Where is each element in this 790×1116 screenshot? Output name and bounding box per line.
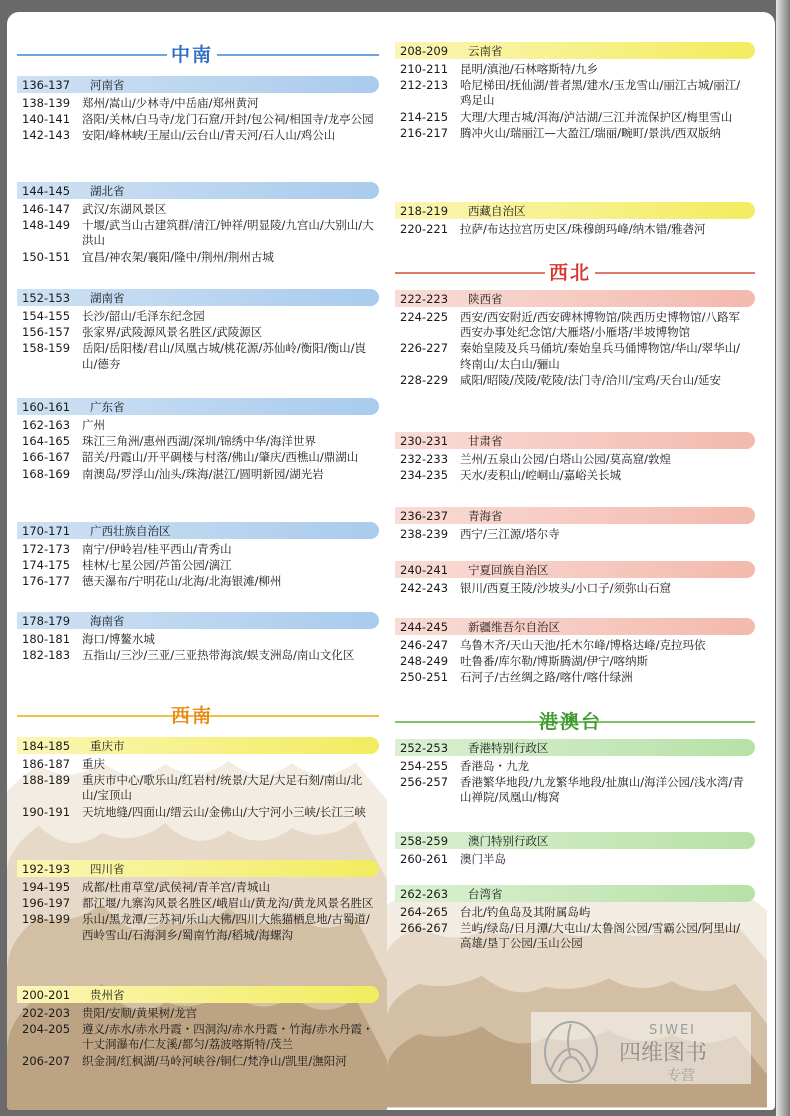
contents-entry[interactable] (395, 905, 755, 920)
page-range: 154-155 (22, 309, 71, 323)
province-header[interactable] (17, 860, 379, 877)
page-range: 164-165 (22, 434, 71, 449)
contents-entry[interactable] (395, 581, 755, 596)
entry-places: 南宁/伊岭岩/桂平西山/青秀山 (82, 542, 232, 556)
province-name: 海南省 (90, 613, 125, 628)
contents-entry[interactable] (395, 78, 755, 108)
contents-entry[interactable] (395, 852, 755, 867)
entry-places: 香港岛・九龙 (460, 759, 529, 773)
entry-places: 五指山/三沙/三亚/三亚热带海滨/蜈支洲岛/南山文化区 (82, 648, 355, 663)
logo-latin: SIWEI (649, 1023, 696, 1038)
province-section (17, 289, 379, 372)
page-range: 152-153 (22, 290, 71, 305)
page-range: 224-225 (400, 310, 449, 324)
page-range: 208-209 (400, 43, 449, 58)
entry-places: 海口/博鳌水城 (82, 632, 155, 646)
contents-entry[interactable] (17, 574, 379, 589)
page-range: 178-179 (22, 613, 71, 628)
page-range: 246-247 (400, 638, 449, 652)
page-range: 182-183 (22, 648, 71, 663)
province-header[interactable] (395, 42, 755, 59)
entry-places: 西安/西安附近/西安碑林博物馆/陕西历史博物馆/八路军西安办事处纪念馆/大雁塔/小雁塔/半坡博物馆 (460, 310, 740, 340)
entry-places: 郑州/嵩山/少林寺/中岳庙/郑州黄河 (82, 96, 259, 110)
logo-sub: 专营 (667, 1068, 695, 1084)
contents-entry[interactable] (395, 110, 755, 125)
page-range: 252-253 (400, 740, 449, 755)
page-range: 184-185 (22, 738, 71, 753)
page-range: 150-151 (22, 249, 71, 264)
contents-entry[interactable] (17, 757, 379, 772)
province-header[interactable] (17, 398, 379, 415)
entry-places: 腾冲火山/瑞丽江—大盈江/瑞丽/畹町/景洪/西双版纳 (460, 125, 721, 140)
page-range: 192-193 (22, 861, 71, 876)
entry-places: 桂林/七星公园/芦笛公园/漓江 (82, 558, 232, 573)
page-range: 168-169 (22, 466, 71, 481)
page-range: 264-265 (400, 905, 449, 919)
page-range: 136-137 (22, 77, 71, 92)
province-header[interactable] (395, 432, 755, 449)
page-range: 138-139 (22, 96, 71, 110)
contents-entry[interactable] (17, 542, 379, 557)
entry-places: 天坑地缝/四面山/缙云山/金佛山/大宁河小三峡/长江三峡 (82, 804, 366, 819)
province-section (17, 612, 379, 663)
entry-places: 张家界/武陵源风景名胜区/武陵源区 (82, 325, 263, 340)
region-title: 西南 (171, 705, 214, 727)
page-range: 180-181 (22, 632, 71, 646)
page-range: 142-143 (22, 128, 71, 143)
contents-entry[interactable] (17, 309, 379, 324)
entry-places: 武汉/东湖风景区 (82, 202, 167, 216)
entry-places: 台北/钓鱼岛及其附属岛屿 (460, 905, 591, 919)
contents-entry[interactable] (17, 250, 379, 265)
province-section (17, 182, 379, 265)
page-range: 194-195 (22, 880, 71, 894)
province-header[interactable] (17, 737, 379, 754)
province-section (395, 739, 755, 806)
page-range: 204-205 (22, 1022, 71, 1037)
province-header[interactable] (395, 832, 755, 849)
page-range: 140-141 (22, 112, 71, 127)
contents-entry[interactable] (17, 325, 379, 340)
page-range: 228-229 (400, 372, 449, 387)
contents-entry[interactable] (395, 670, 755, 685)
page-range: 232-233 (400, 452, 449, 466)
province-header[interactable] (395, 561, 755, 578)
page-range: 210-211 (400, 62, 449, 76)
page-range: 254-255 (400, 759, 449, 773)
entry-places: 都江堰/九寨沟风景名胜区/峨眉山/黄龙沟/黄龙风景名胜区 (82, 896, 374, 911)
contents-entry[interactable] (395, 775, 755, 805)
province-header[interactable] (395, 507, 755, 524)
page-range: 266-267 (400, 921, 449, 936)
page-range: 256-257 (400, 775, 449, 790)
contents-entry[interactable] (395, 527, 755, 542)
entry-places: 韶关/丹霞山/开平碉楼与村落/佛山/肇庆/西樵山/鼎湖山 (82, 450, 359, 465)
province-section (17, 860, 379, 943)
entry-places: 澳门半岛 (460, 852, 506, 866)
entry-places: 银川/西夏王陵/沙坡头/小口子/须弥山石窟 (460, 581, 671, 595)
entry-places: 昆明/滇池/石林喀斯特/九乡 (460, 62, 599, 76)
province-name: 宁夏回族自治区 (468, 562, 549, 577)
province-section (395, 561, 755, 596)
entry-places: 乌鲁木齐/天山天池/托木尔峰/博格达峰/克拉玛依 (460, 638, 706, 652)
contents-entry[interactable] (17, 648, 379, 663)
entry-places: 石河子/古丝绸之路/喀什/喀什绿洲 (460, 670, 633, 685)
region-southwest (17, 701, 379, 731)
province-section (17, 986, 379, 1069)
entry-places: 拉萨/布达拉宫历史区/珠穆朗玛峰/纳木错/雅砻河 (460, 222, 706, 236)
page-range: 230-231 (400, 433, 449, 448)
entry-places: 大理/大理古城/洱海/泸沽湖/三江并流保护区/梅里雪山 (460, 109, 733, 124)
province-name: 甘肃省 (468, 433, 503, 448)
contents-entry[interactable] (395, 126, 755, 141)
province-header[interactable] (17, 986, 379, 1003)
atlas-contents-page (7, 12, 775, 1110)
page-range: 220-221 (400, 222, 449, 236)
contents-entry[interactable] (17, 202, 379, 217)
contents-entry[interactable] (395, 373, 755, 388)
entry-places: 洛阳/关林/白马寺/龙门石窟/开封/包公祠/相国寺/龙亭公园 (82, 112, 374, 127)
page-range: 206-207 (22, 1053, 71, 1068)
entry-places: 乐山/黑龙潭/三苏祠/乐山大佛/四川大熊猫栖息地/古蜀道/西岭雪山/石海洞乡/蜀南竹海/稻城/海螺沟 (82, 912, 370, 942)
contents-entry[interactable] (395, 222, 755, 237)
entry-places: 成都/杜甫草堂/武侯祠/青羊宫/青城山 (82, 880, 270, 894)
province-header[interactable] (17, 289, 379, 306)
province-name: 新疆维吾尔自治区 (468, 619, 560, 634)
province-section (17, 737, 379, 820)
province-section (395, 42, 755, 141)
contents-entry[interactable] (17, 112, 379, 127)
page-range: 156-157 (22, 325, 71, 340)
province-section (17, 522, 379, 590)
page-range: 186-187 (22, 757, 71, 771)
entry-places: 珠江三角洲/惠州西湖/深圳/锦绣中华/海洋世界 (82, 434, 316, 449)
page-range: 244-245 (400, 619, 449, 634)
province-header[interactable] (395, 885, 755, 902)
province-name: 澳门特别行政区 (468, 833, 549, 848)
page-range: 202-203 (22, 1006, 71, 1020)
province-section (17, 76, 379, 144)
region-central-south (17, 40, 379, 70)
entry-places: 广州 (82, 418, 105, 432)
page-range: 190-191 (22, 804, 71, 819)
page-range: 158-159 (22, 341, 71, 356)
entry-places: 天水/麦积山/崆峒山/嘉峪关长城 (460, 468, 622, 483)
page-range: 242-243 (400, 581, 449, 595)
siwei-books-logo (531, 1012, 751, 1084)
page-range: 248-249 (400, 654, 449, 669)
contents-entry[interactable] (17, 128, 379, 143)
page-edge-shadow (776, 0, 790, 1116)
page-range: 258-259 (400, 833, 449, 848)
province-name: 河南省 (90, 77, 125, 92)
entry-places: 秦始皇陵及兵马俑坑/秦始皇兵马俑博物馆/华山/翠华山/终南山/太白山/骊山 (460, 341, 740, 371)
page-range: 176-177 (22, 574, 71, 589)
page-range: 172-173 (22, 542, 71, 556)
entry-places: 宜昌/神农架/襄阳/隆中/荆州/荆州古城 (82, 249, 274, 264)
province-name: 湖北省 (90, 183, 125, 198)
page-range: 160-161 (22, 399, 71, 414)
entry-places: 安阳/峰林峡/王屋山/云台山/青天河/石人山/鸡公山 (82, 128, 336, 143)
page-range: 170-171 (22, 523, 71, 538)
province-section (395, 290, 755, 388)
page-range: 234-235 (400, 468, 449, 483)
province-name: 四川省 (90, 861, 125, 876)
contents-entry[interactable] (17, 218, 379, 248)
contents-entry[interactable] (17, 773, 379, 803)
page-range: 226-227 (400, 341, 449, 356)
contents-entry[interactable] (395, 921, 755, 951)
contents-entry[interactable] (17, 558, 379, 573)
contents-entry[interactable] (17, 632, 379, 647)
page-range: 148-149 (22, 218, 71, 233)
contents-entry[interactable] (17, 418, 379, 433)
page-range: 260-261 (400, 852, 449, 866)
page-range: 196-197 (22, 896, 71, 911)
page-range: 188-189 (22, 773, 71, 788)
province-header[interactable] (395, 202, 755, 219)
province-section (395, 507, 755, 542)
page-range: 144-145 (22, 183, 71, 198)
page-range: 240-241 (400, 562, 449, 577)
entry-places: 吐鲁番/库尔勒/博斯腾湖/伊宁/喀纳斯 (460, 654, 648, 669)
contents-entry[interactable] (17, 880, 379, 895)
province-section (395, 885, 755, 952)
page-range: 238-239 (400, 527, 449, 541)
region-title: 中南 (167, 40, 217, 67)
entry-places: 重庆 (82, 757, 105, 771)
page-range: 216-217 (400, 125, 449, 140)
page-range: 200-201 (22, 987, 71, 1002)
region-title: 港澳台 (539, 711, 603, 733)
province-name: 广西壮族自治区 (90, 523, 171, 538)
contents-entry[interactable] (395, 654, 755, 669)
province-name: 云南省 (468, 43, 503, 58)
contents-entry[interactable] (17, 450, 379, 465)
contents-entry[interactable] (17, 467, 379, 482)
province-section (17, 398, 379, 482)
logo-cn: 四维图书 (619, 1041, 708, 1066)
contents-entry[interactable] (395, 638, 755, 653)
contents-entry[interactable] (17, 912, 379, 942)
province-header[interactable] (395, 290, 755, 307)
province-header[interactable] (395, 739, 755, 756)
contents-entry[interactable] (395, 452, 755, 467)
region-title: 西北 (545, 258, 595, 285)
contents-entry[interactable] (395, 62, 755, 77)
contents-entry[interactable] (17, 805, 379, 820)
province-name: 香港特别行政区 (468, 740, 549, 755)
province-section (395, 432, 755, 483)
province-name: 湖南省 (90, 290, 125, 305)
province-header[interactable] (17, 522, 379, 539)
contents-entry[interactable] (17, 1006, 379, 1021)
contents-entry[interactable] (395, 341, 755, 371)
entry-places: 香港繁华地段/九龙繁华地段/扯旗山/海洋公园/浅水湾/青山禅院/凤凰山/梅窝 (460, 775, 744, 805)
contents-entry[interactable] (395, 468, 755, 483)
entry-places: 南澳岛/罗浮山/汕头/珠海/湛江/圆明新园/湖光岩 (82, 466, 324, 481)
contents-entry[interactable] (17, 341, 379, 371)
contents-entry[interactable] (17, 1022, 379, 1052)
entry-places: 咸阳/昭陵/茂陵/乾陵/法门寺/洽川/宝鸡/天台山/延安 (460, 372, 721, 387)
contents-entry[interactable] (395, 310, 755, 340)
entry-places: 西宁/三江源/塔尔寺 (460, 527, 560, 541)
province-section (395, 832, 755, 867)
entry-places: 重庆市中心/歌乐山/红岩村/统景/大足/大足石刻/南山/北山/宝顶山 (82, 773, 363, 803)
page-range: 146-147 (22, 202, 71, 216)
province-section (395, 202, 755, 237)
page-range: 162-163 (22, 418, 71, 432)
page-range: 222-223 (400, 291, 449, 306)
entry-places: 德天瀑布/宁明花山/北海/北海银滩/柳州 (82, 574, 282, 589)
page-range: 236-237 (400, 508, 449, 523)
province-name: 广东省 (90, 399, 125, 414)
entry-places: 长沙/韶山/毛泽东纪念园 (82, 309, 205, 323)
page-range: 218-219 (400, 203, 449, 218)
page-range: 212-213 (400, 78, 449, 93)
region-northwest (395, 258, 755, 288)
contents-entry[interactable] (17, 96, 379, 111)
province-header[interactable] (17, 76, 379, 93)
contents-entry[interactable] (17, 896, 379, 911)
page-range: 198-199 (22, 912, 71, 927)
entry-places: 岳阳/岳阳楼/君山/凤凰古城/桃花源/苏仙岭/衡阳/衡山/崀山/德夯 (82, 341, 366, 371)
entry-places: 织金洞/红枫湖/马岭河峡谷/铜仁/梵净山/凯里/潕阳河 (82, 1053, 347, 1068)
entry-places: 哈尼梯田/抚仙湖/普者黑/建水/玉龙雪山/丽江古城/丽江/鸡足山 (460, 78, 741, 108)
province-name: 陕西省 (468, 291, 503, 306)
entry-places: 十堰/武当山古建筑群/清江/钟祥/明显陵/九宫山/大别山/大洪山 (82, 218, 374, 248)
page-range: 214-215 (400, 109, 449, 124)
page-range: 166-167 (22, 450, 71, 465)
page-range: 262-263 (400, 886, 449, 901)
page-range: 174-175 (22, 558, 71, 573)
contents-entry[interactable] (17, 434, 379, 449)
entry-places: 兰州/五泉山公园/白塔山公园/莫高窟/敦煌 (460, 452, 671, 466)
page-range: 250-251 (400, 670, 449, 685)
entry-places: 贵阳/安顺/黄果树/龙宫 (82, 1006, 198, 1020)
province-name: 青海省 (468, 508, 503, 523)
province-header[interactable] (17, 612, 379, 629)
province-name: 重庆市 (90, 738, 125, 753)
province-section (395, 618, 755, 686)
contents-entry[interactable] (395, 759, 755, 774)
contents-entry[interactable] (17, 1054, 379, 1069)
province-header[interactable] (395, 618, 755, 635)
entry-places: 兰屿/绿岛/日月潭/大屯山/太鲁阁公园/雪霸公园/阿里山/高雄/垦丁公园/玉山公园 (460, 921, 741, 951)
province-name: 贵州省 (90, 987, 125, 1002)
province-header[interactable] (17, 182, 379, 199)
province-name: 西藏自治区 (468, 203, 526, 218)
entry-places: 遵义/赤水/赤水丹霞・四洞沟/赤水丹霞・竹海/赤水丹霞・十丈洞瀑布/仁友溪/都匀/荔波喀斯特/茂兰 (82, 1022, 374, 1052)
province-name: 台湾省 (468, 886, 503, 901)
region-hk-macao-taiwan (395, 707, 755, 737)
